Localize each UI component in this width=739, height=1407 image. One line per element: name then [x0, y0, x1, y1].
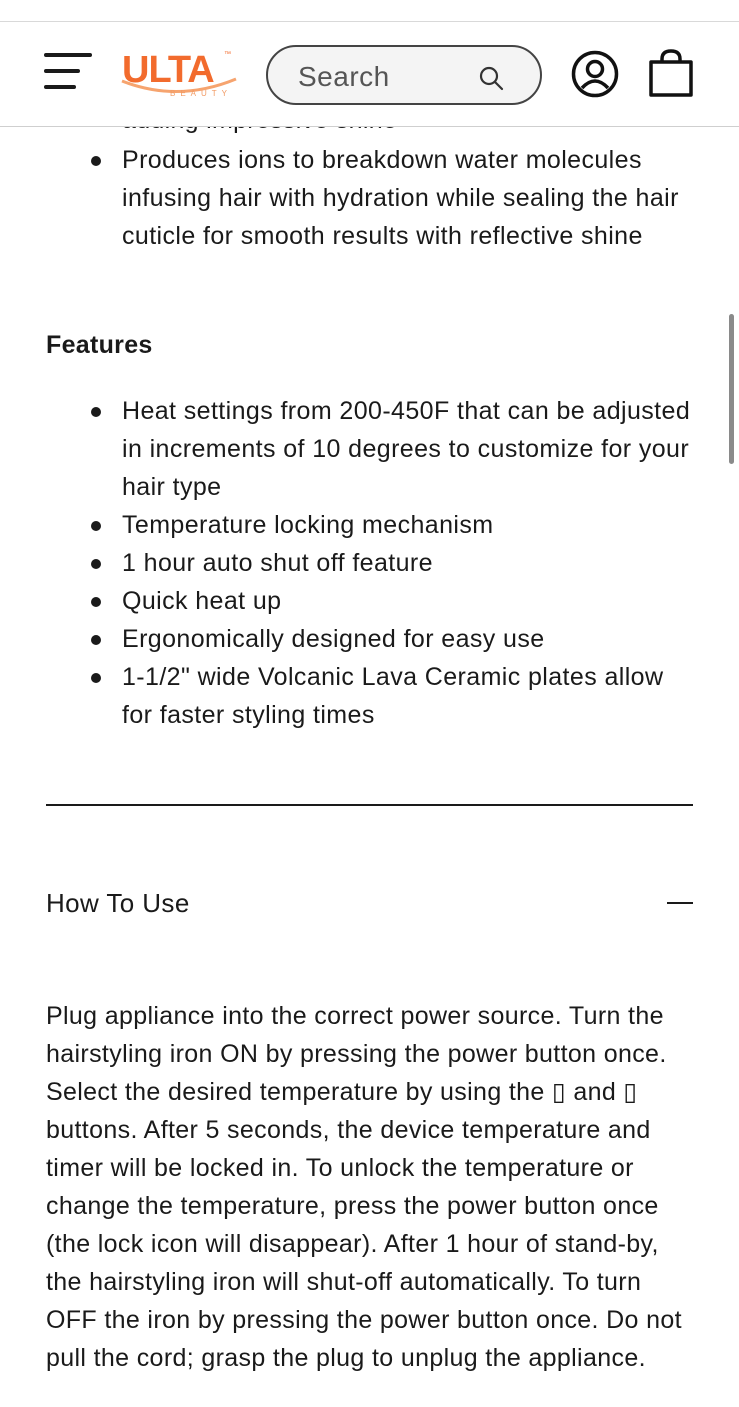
site-header: [0, 23, 739, 127]
bullet-icon: [91, 559, 101, 569]
account-icon[interactable]: [571, 50, 619, 98]
logo-subtext: BEAUTY: [170, 89, 233, 98]
bullet-icon: [91, 407, 101, 417]
list-item: 1 hour auto shut off feature: [46, 544, 696, 582]
bullet-icon: [91, 635, 101, 645]
logo-text: ULTA: [122, 49, 214, 91]
list-item: Quick heat up: [46, 582, 696, 620]
hamburger-icon[interactable]: [44, 51, 92, 95]
features-list: [46, 392, 696, 734]
list-item: Heat settings from 200-450F that can be adjusted in increments of 10 degrees to customize for your hair type: [46, 392, 696, 506]
bullet-icon: [91, 156, 101, 166]
list-item: 1-1/2" wide Volcanic Lava Ceramic plates allow for faster styling times: [46, 658, 696, 734]
ulta-logo[interactable]: ULTA ™ BEAUTY: [118, 45, 242, 105]
bullet-icon: [91, 673, 101, 683]
section-divider: [46, 804, 693, 806]
minus-icon[interactable]: [667, 902, 693, 904]
features-heading: Features: [46, 331, 153, 359]
how-to-use-title: How To Use: [46, 887, 190, 918]
benefits-list: [46, 141, 696, 255]
list-item: Produces ions to breakdown water molecules infusing hair with hydration while sealing the hair cuticle for smooth results with reflective shine: [46, 141, 696, 255]
shopping-bag-icon[interactable]: [648, 48, 694, 98]
search-placeholder: Search: [298, 61, 390, 92]
list-item: Temperature locking mechanism: [46, 506, 696, 544]
list-item: Ergonomically designed for easy use: [46, 620, 696, 658]
bullet-icon: [91, 597, 101, 607]
search-input[interactable]: [266, 45, 542, 105]
search-icon[interactable]: [478, 65, 504, 91]
how-to-use-accordion-header[interactable]: [46, 876, 693, 930]
how-to-use-text: Plug appliance into the correct power source. Turn the hairstyling iron ON by pressing the power button once. Select the desired temperature by using the ▯ and ▯ buttons. After 5 seconds, the device temperature and timer will be locked in. To unlock the temperature or change the temperature, press the power button once (the lock icon will disappear). After 1 hour of stand-by, the hairstyling iron will shut-off automatically. To turn OFF the iron by pressing the power button once. Do not pull the cord; grasp the plug to unplug the appliance.: [46, 1002, 682, 1372]
scrollbar[interactable]: [729, 314, 734, 464]
bullet-icon: [91, 521, 101, 531]
